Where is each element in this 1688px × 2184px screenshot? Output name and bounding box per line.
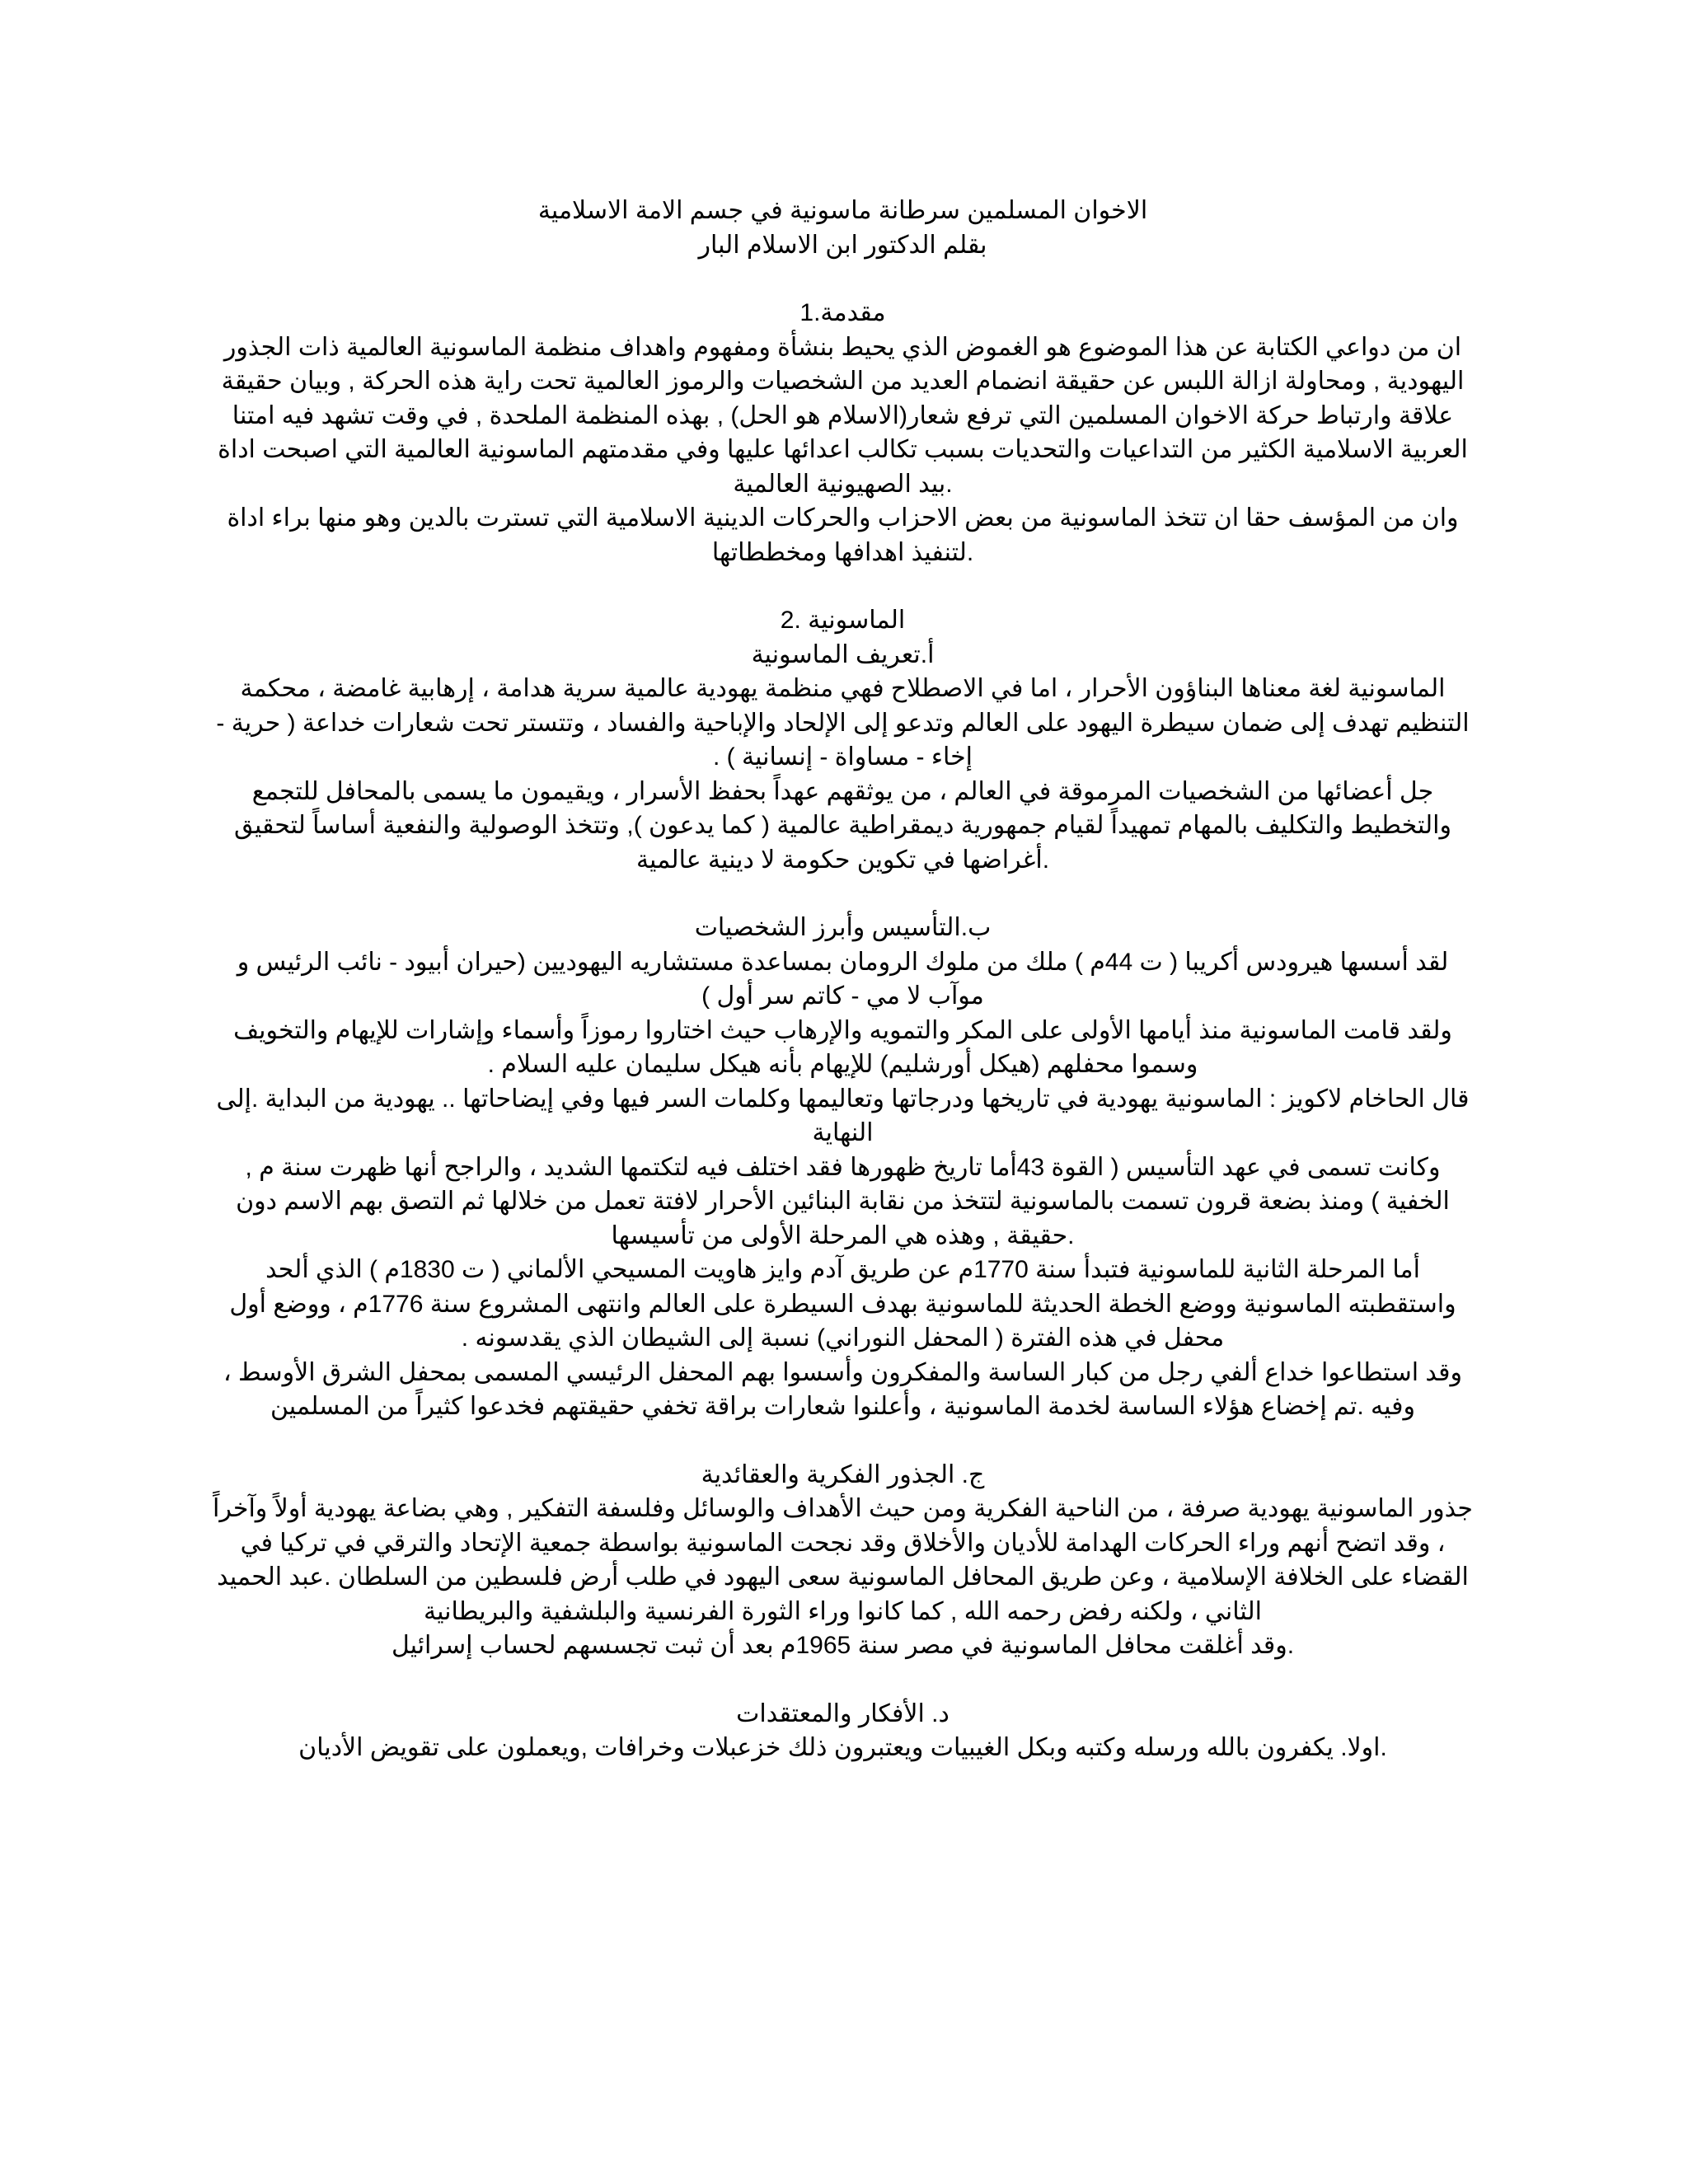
paragraph: وقد استطاعوا خداع ألفي رجل من كبار الساسة والمفكرون وأسسوا بهم المحفل الرئيسي المسمى بمحفل الشرق الأوسط ، وفيه .تم إخضاع هؤلاء الساسة لخدمة الماسونية ، وأعلنوا شعارات براقة تخفي حقيقتهم فخدعوا كثيراً من المسلمين: [223, 1358, 1462, 1420]
paragraph: أما المرحلة الثانية للماسونية فتبدأ سنة 1770م عن طريق آدم وايز هاويت المسيحي الألماني ( ت 1830م ) الذي ألحد واستقطبته الماسونية ووضع الخطة الحديثة للماسونية بهدف السيطرة على العالم وانتهى المشروع سنة 1776م ، ووضع أول محفل في هذه الفترة ( المحفل النوراني) نسبة إلى الشيطان الذي يقدسونه .: [229, 1256, 1456, 1352]
paragraph: .اولا. يكفرون بالله ورسله وكتبه وبكل الغيبيات ويعتبرون ذلك خزعبلات وخرافات ,ويعملون على تقويض الأديان: [298, 1734, 1387, 1761]
section-heading: مقدمة.1: [799, 299, 886, 326]
article-title: الاخوان المسلمين سرطانة ماسونية في جسم الامة الاسلامية: [537, 197, 1148, 224]
paragraph: ان من دواعي الكتابة عن هذا الموضوع هو الغموض الذي يحيط بنشأة ومفهوم واهداف منظمة الماسونية العالمية ذات الجذور اليهودية , ومحاولة ازالة اللبس عن حقيقة انضمام العديد من الشخصيات والرموز العالمية تحت راية هذه الحركة , وبيان حقيقة علاقة وارتباط حركة الاخوان المسلمين التي ترفع شعار(الاسلام هو الحل) , بهذه المنظمة الملحدة , في وقت تشهد فيه امتنا العربية الاسلامية الكثير من التداعيات والتحديات بسبب تكالب اعدائها عليها وفي مقدمتهم الماسونية العالمية التي اصبحت اداة .بيد الصهيونية العالمية: [218, 333, 1468, 498]
paragraph: قال الحاخام لاكويز : الماسونية يهودية في تاريخها ودرجاتها وتعاليمها وكلمات السر فيها وفي إيضاحاتها .. يهودية من البداية .إلى النهاية: [216, 1085, 1470, 1146]
paragraph: وان من المؤسف حقا ان تتخذ الماسونية من بعض الاحزاب والحركات الدينية الاسلامية التي تسترت بالدين وهو منها براء اداة .لتنفيذ اهدافها ومخططاتها: [227, 504, 1459, 566]
paragraph: لقد أسسها هيرودس أكريبا ( ت 44م ) ملك من ملوك الرومان بمساعدة مستشاريه اليهوديين (حيران أبيود - نائب الرئيس و موآب لا مي - كاتم سر أول ): [237, 948, 1449, 1010]
subsection-heading: ب.التأسيس وأبرز الشخصيات: [694, 914, 992, 941]
paragraph: .وقد أغلقت محافل الماسونية في مصر سنة 1965م بعد أن ثبت تجسسهم لحساب إسرائيل: [391, 1632, 1295, 1659]
subsection-heading: ج. الجذور الفكرية والعقائدية: [701, 1460, 985, 1488]
paragraph: جل أعضائها من الشخصيات المرموقة في العالم ، من يوثقهم عهداً بحفظ الأسرار ، ويقيمون ما يسمى بالمحافل للتجمع والتخطيط والتكليف بالمهام تمهيداً لقيام جمهورية ديمقراطية عالمية ( كما يدعون ), وتتخذ الوصولية والنفعية أساساً لتحقيق .أغراضها في تكوين حكومة لا دينية عالمية: [233, 777, 1452, 874]
article-author: بقلم الدكتور ابن الاسلام البار: [698, 231, 987, 259]
article-body: [210, 194, 1475, 1765]
paragraph: ولقد قامت الماسونية منذ أيامها الأولى على المكر والتمويه والإرهاب حيث اختاروا رموزاً وأسماء وإشارات للإيهام والتخويف وسموا محفلهم (هيكل أورشليم) للإيهام بأنه هيكل سليمان عليه السلام .: [233, 1016, 1452, 1078]
subsection-heading: أ.تعريف الماسونية: [751, 640, 935, 668]
section-heading: الماسونية .2: [780, 607, 906, 634]
title-block: [210, 194, 1475, 262]
paragraph: الماسونية لغة معناها البناؤون الأحرار ، اما في الاصطلاح فهي منظمة يهودية عالمية سرية هدامة ، إرهابية غامضة ، محكمة التنظيم تهدف إلى ضمان سيطرة اليهود على العالم وتدعو إلى الإلحاد والإباحية والفساد ، وتتستر تحت شعارات خداعة ( حرية - إخاء - مساواة - إنسانية ) .: [216, 675, 1470, 771]
subsection-heading: د. الأفكار والمعتقدات: [736, 1699, 950, 1727]
paragraph: وكانت تسمى في عهد التأسيس ( القوة 43أما تاريخ ظهورها فقد اختلف فيه لتكتمها الشديد ، والراجح أنها ظهرت سنة م , الخفية ) ومنذ بضعة قرون تسمت بالماسونية لتتخذ من نقابة البنائين الأحرار لافتة تعمل من خلالها ثم التصق بهم الاسم دون .حقيقة , وهذه هي المرحلة الأولى من تأسيسها: [236, 1153, 1450, 1249]
paragraph: جذور الماسونية يهودية صرفة ، من الناحية الفكرية ومن حيث الأهداف والوسائل وفلسفة التفكير , وهي بضاعة يهودية أولاً وآخراً ، وقد اتضح أنهم وراء الحركات الهدامة للأديان والأخلاق وقد نجحت الماسونية بواسطة جمعية الإتحاد والترقي في تركيا في القضاء على الخلافة الإسلامية ، وعن طريق المحافل الماسونية سعى اليهود في طلب أرض فلسطين من السلطان .عبد الحميد الثاني ، ولكنه رفض رحمه الله , كما كانوا وراء الثورة الفرنسية والبلشفية والبريطانية: [213, 1495, 1473, 1625]
